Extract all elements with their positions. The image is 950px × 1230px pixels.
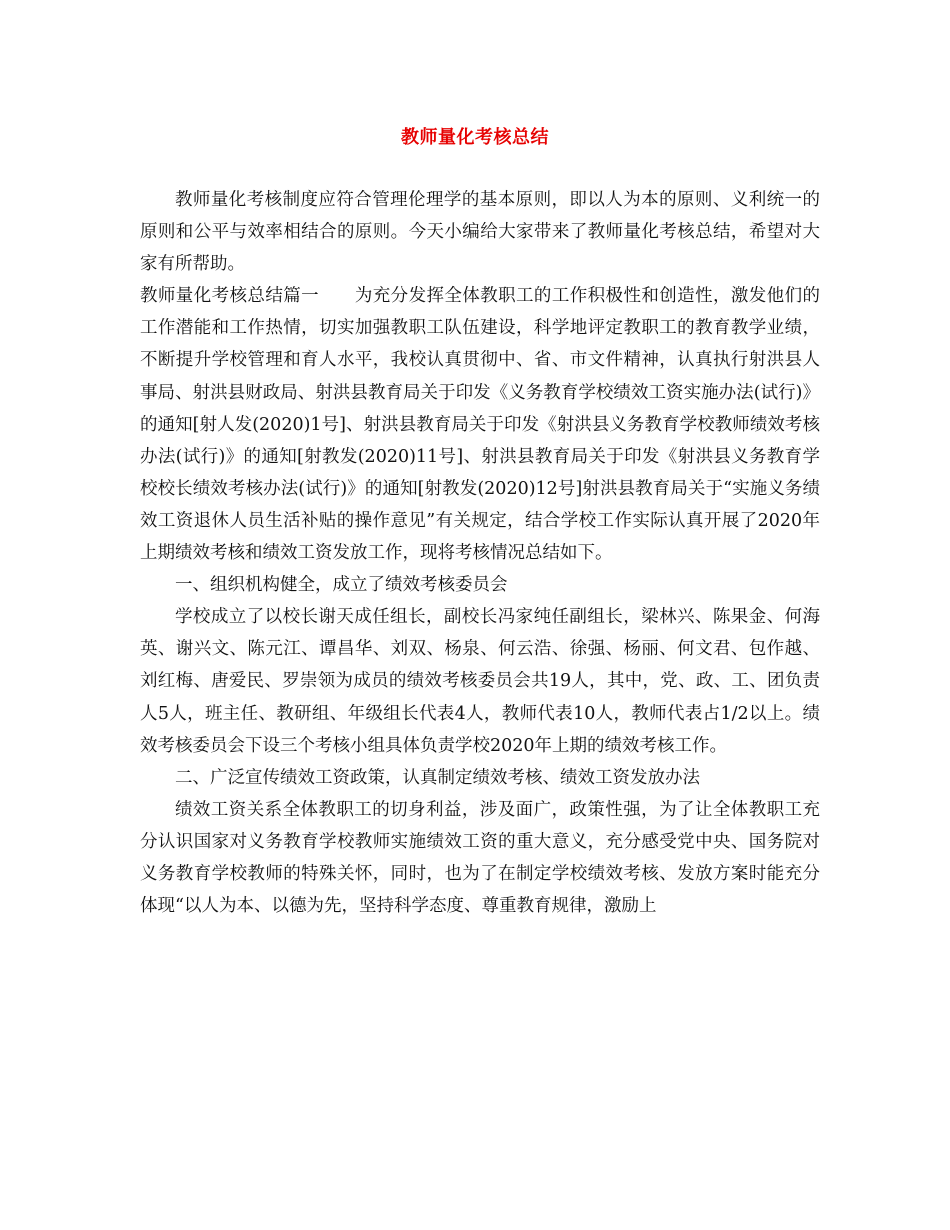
paragraph-committee: 学校成立了以校长谢天成任组长，副校长冯家纯任副组长，梁林兴、陈果金、何海英、谢兴文、陈元江、谭昌华、刘双、杨泉、何云浩、徐强、杨丽、何文君、包作越、刘红梅、唐爱民、罗崇领为成员的绩效考核委员会共19人，其中，党、政、工、团负责人5人，班主任、教研组、年级组长代表4人，教师代表10人，教师代表占1/2以上。绩效考核委员会下设三个考核小组具体负责学校2020年上期的绩效考核工作。 bbox=[140, 607, 820, 756]
heading-organization: 一、组织机构健全，成立了绩效考核委员会 bbox=[175, 575, 508, 596]
document-body bbox=[140, 184, 820, 922]
paragraph-intro: 教师量化考核制度应符合管理伦理学的基本原则，即以人为本的原则、义利统一的原则和公平与效率相结合的原则。今天小编给大家带来了教师量化考核总结，希望对大家有所帮助。 bbox=[140, 190, 820, 275]
heading-policy: 二、广泛宣传绩效工资政策，认真制定绩效考核、绩效工资发放办法 bbox=[175, 767, 700, 788]
document-title: 教师量化考核总结 bbox=[401, 127, 549, 148]
paragraph-section-one: 教师量化考核总结篇一 为充分发挥全体教职工的工作积极性和创造性，激发他们的工作潜能和工作热情，切实加强教职工队伍建设，科学地评定教职工的教育教学业绩，不断提升学校管理和育人水平，我校认真贯彻中、省、市文件精神，认真执行射洪县人事局、射洪县财政局、射洪县教育局关于印发《义务教育学校绩效工资实施办法(试行)》的通知[射人发(2020)1号]、射洪县教育局关于印发《射洪县义务教育学校教师绩效考核办法(试行)》的通知[射教发(2020)11号]、射洪县教育局关于印发《射洪县义务教育学校校长绩效考核办法(试行)》的通知[射教发(2020)12号]射洪县教育局关于“实施义务绩效工资退休人员生活补贴的操作意见”有关规定，结合学校工作实际认真开展了2020年上期绩效考核和绩效工资发放工作，现将考核情况总结如下。 bbox=[140, 286, 820, 564]
paragraph-policy: 绩效工资关系全体教职工的切身利益，涉及面广，政策性强，为了让全体教职工充分认识国家对义务教育学校教师实施绩效工资的重大意义，充分感受党中央、国务院对义务教育学校教师的特殊关怀，同时，也为了在制定学校绩效考核、发放方案时能充分体现“以人为本、以德为先，坚持科学态度、尊重教育规律，激励上 bbox=[140, 799, 820, 917]
